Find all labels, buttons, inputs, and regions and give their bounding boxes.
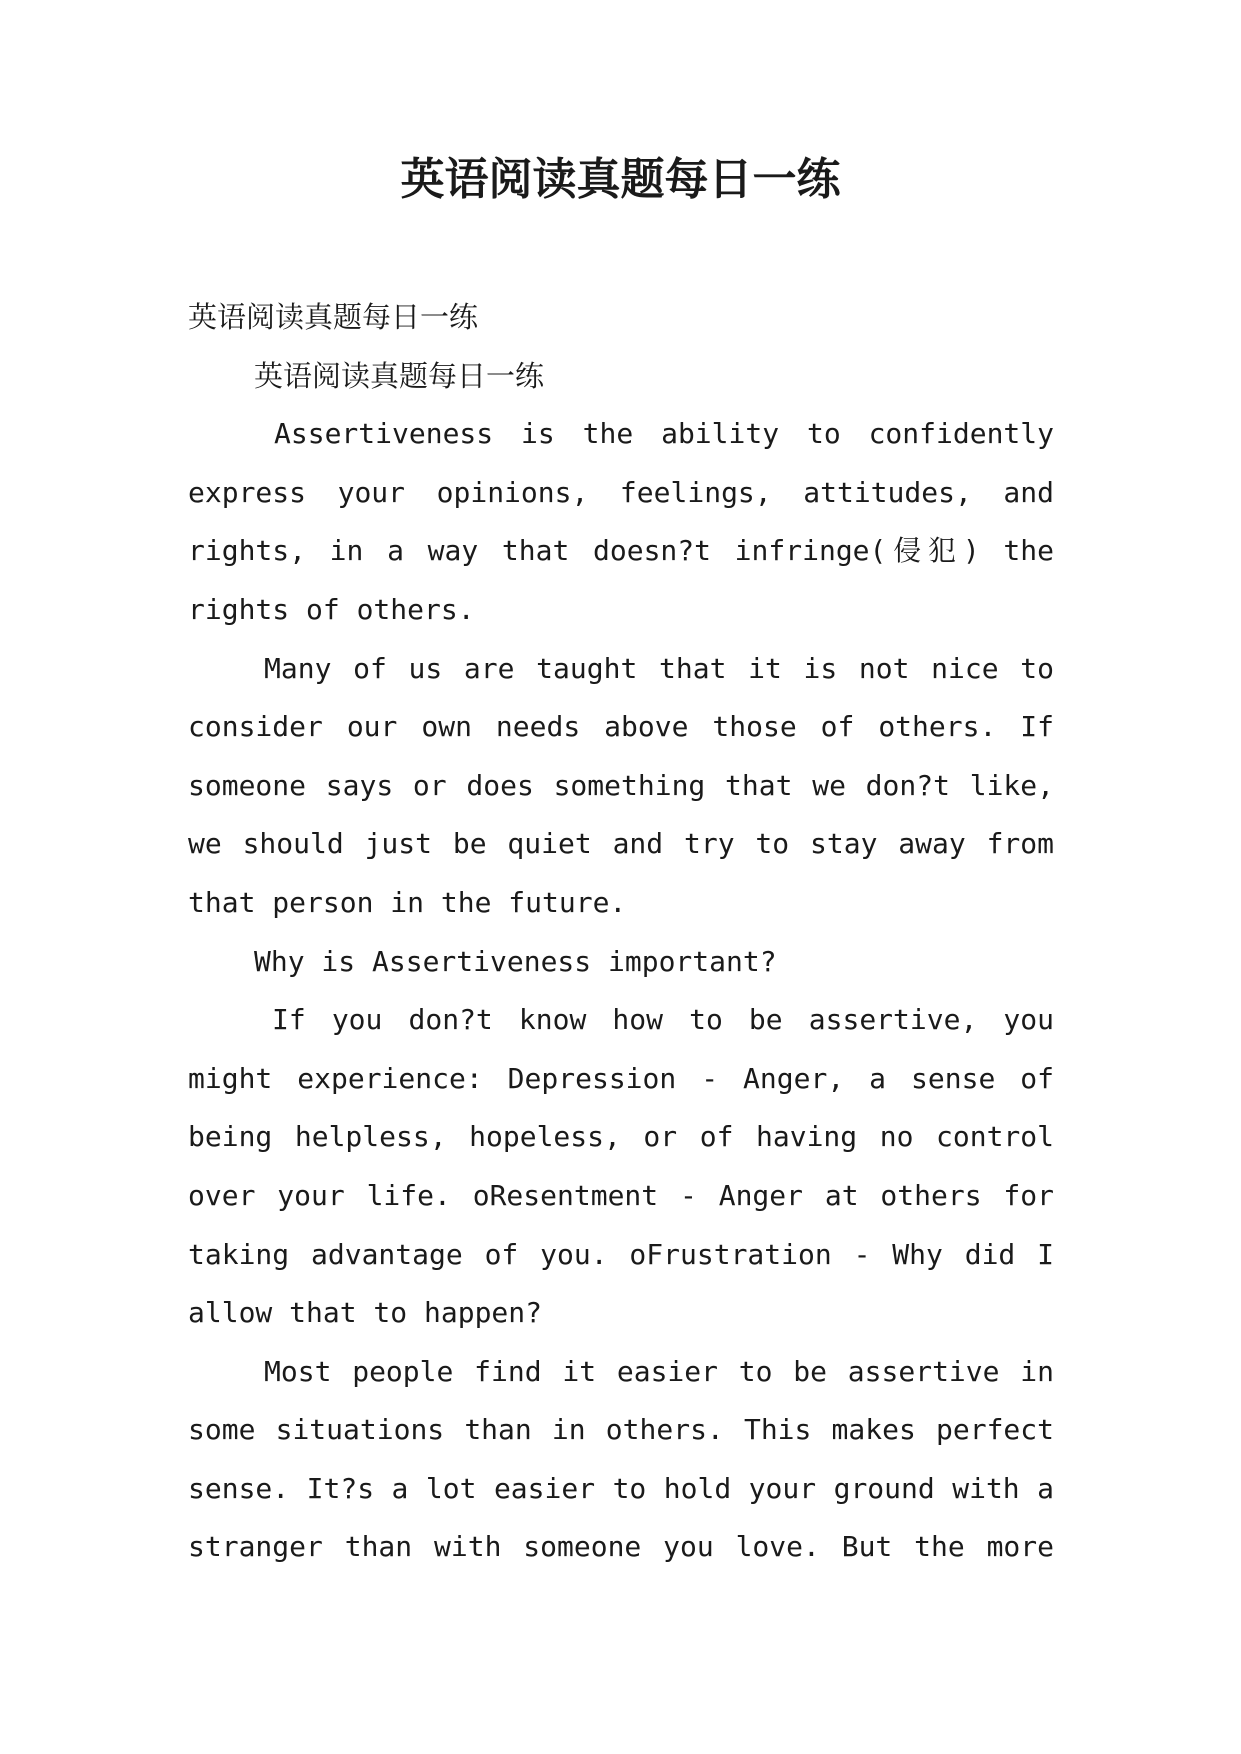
subtitle-line: 英语阅读真题每日一练: [188, 300, 479, 334]
paragraph-line: some situations than in others. This makes perfect: [188, 1413, 1054, 1447]
paragraph-line: taking advantage of you. oFrustration - Why did I: [188, 1237, 1054, 1271]
paragraph-line: consider our own needs above those of others. If: [188, 710, 1054, 744]
paragraph-line: over your life. oResentment - Anger at others for: [188, 1178, 1054, 1212]
paragraph-line: Most people find it easier to be assertive in: [264, 1354, 1054, 1388]
section-heading-why-important: [188, 933, 1054, 992]
paragraph-line: If you don?t know how to be assertive, you: [272, 1003, 1054, 1037]
paragraph-line: that person in the future.: [188, 885, 627, 919]
paragraph-line: sense. It?s a lot easier to hold your ground with a: [188, 1471, 1054, 1505]
paragraph-line: being helpless, hopeless, or of having no control: [188, 1120, 1054, 1154]
document-title: 英语阅读真题每日一练: [400, 154, 841, 205]
document-body: [188, 288, 1054, 1577]
paragraph-experience: [188, 991, 1054, 1343]
paragraph-assertiveness-definition: [188, 405, 1054, 639]
paragraph-line: someone says or does something that we don?t like,: [188, 768, 1054, 802]
paragraph-line: we should just be quiet and try to stay away from: [188, 827, 1054, 861]
paragraph-situations: [188, 1343, 1054, 1577]
paragraph-taught: [188, 640, 1054, 933]
paragraph-line: stranger than with someone you love. But the more: [188, 1530, 1054, 1564]
paragraph-line: rights of others.: [188, 592, 475, 626]
paragraph-line: Many of us are taught that it is not nice to: [264, 651, 1054, 685]
subtitle-line-indented: 英语阅读真题每日一练: [254, 358, 545, 393]
paragraph-line: might experience: Depression - Anger, a sense of: [188, 1061, 1054, 1095]
paragraph-line: rights, in a way that doesn?t infringe(侵犯) the: [188, 534, 1054, 568]
section-heading: Why is Assertiveness important?: [254, 944, 777, 978]
paragraph-line: allow that to happen?: [188, 1296, 543, 1330]
paragraph-line: Assertiveness is the ability to confidently: [274, 417, 1054, 451]
paragraph-line: express your opinions, feelings, attitudes, and: [188, 475, 1054, 509]
